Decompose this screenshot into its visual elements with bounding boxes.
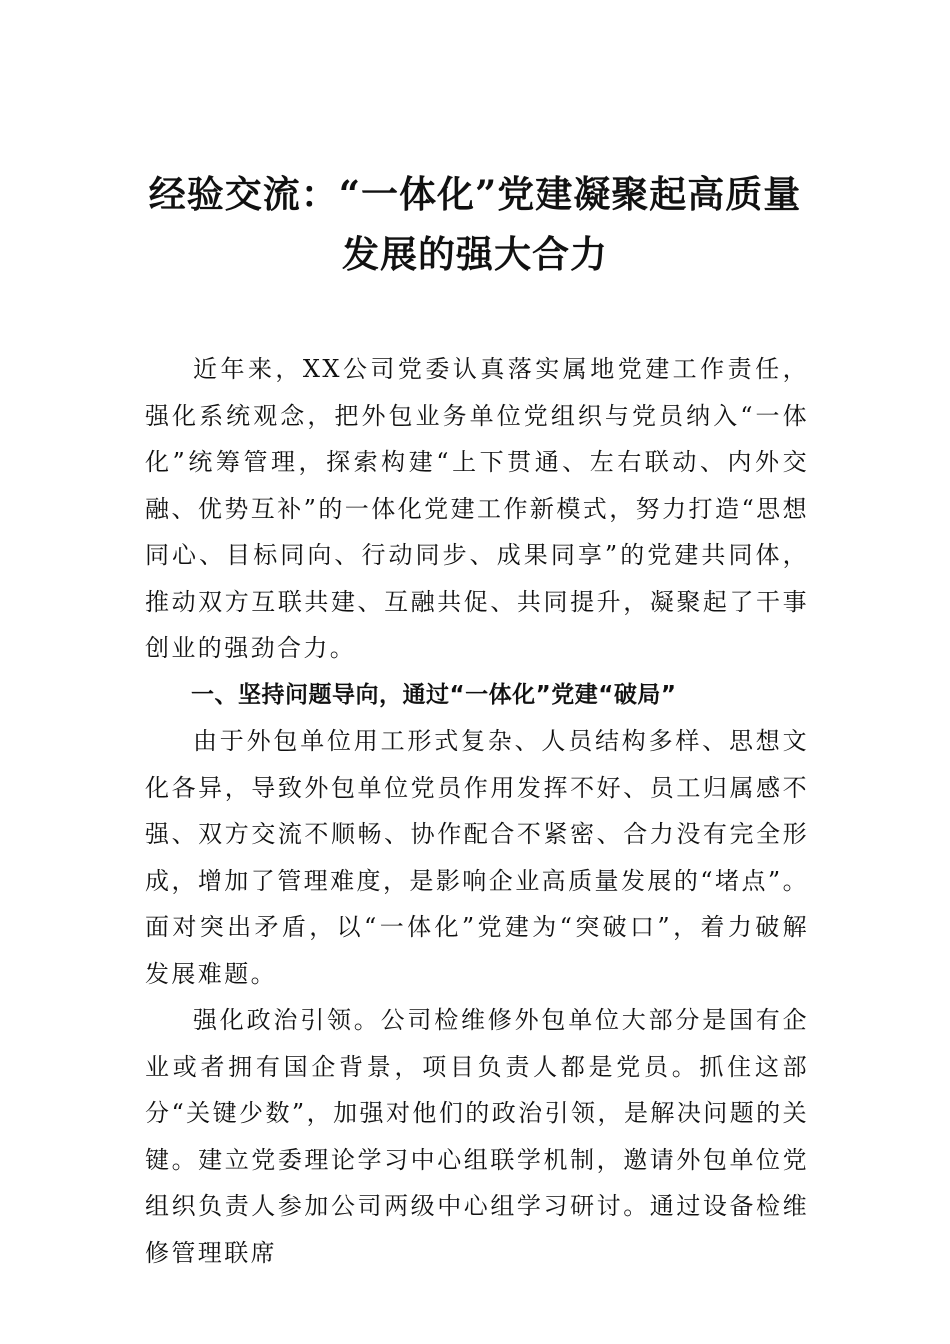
title-line-1: 经验交流：“一体化”党建凝聚起高质量 (148, 172, 802, 216)
body-paragraph-2: 强化政治引领。公司检维修外包单位大部分是国有企业或者拥有国企背景，项目负责人都是党员。抓住这部分“关键少数”，加强对他们的政治引领，是解决问题的关键。建立党委理论学习中心组联学机制，邀请外包单位党组织负责人参加公司两级中心组学习研讨。通过设备检维修管理联席 (145, 1006, 809, 1267)
section-heading-1: 一、坚持问题导向，通过“一体化”党建“破局” (191, 681, 677, 708)
title-line-2: 发展的强大合力 (342, 232, 608, 276)
document-title (140, 164, 810, 284)
intro-paragraph: 近年来，XX公司党委认真落实属地党建工作责任，强化系统观念，把外包业务单位党组织与党员纳入“一体化”统筹管理，探索构建“上下贯通、左右联动、内外交融、优势互补”的一体化党建工作新模式，努力打造“思想同心、目标同向、行动同步、成果同享”的党建共同体，推动双方互联共建、互融共促、共同提升，凝聚起了干事创业的强劲合力。 (145, 355, 809, 662)
body-paragraph-1: 由于外包单位用工形式复杂、人员结构多样、思想文化各异，导致外包单位党员作用发挥不好、员工归属感不强、双方交流不顺畅、协作配合不紧密、合力没有完全形成，增加了管理难度，是影响企业高质量发展的“堵点”。面对突出矛盾，以“一体化”党建为“突破口”，着力破解发展难题。 (145, 727, 809, 988)
document-body (145, 346, 809, 1276)
